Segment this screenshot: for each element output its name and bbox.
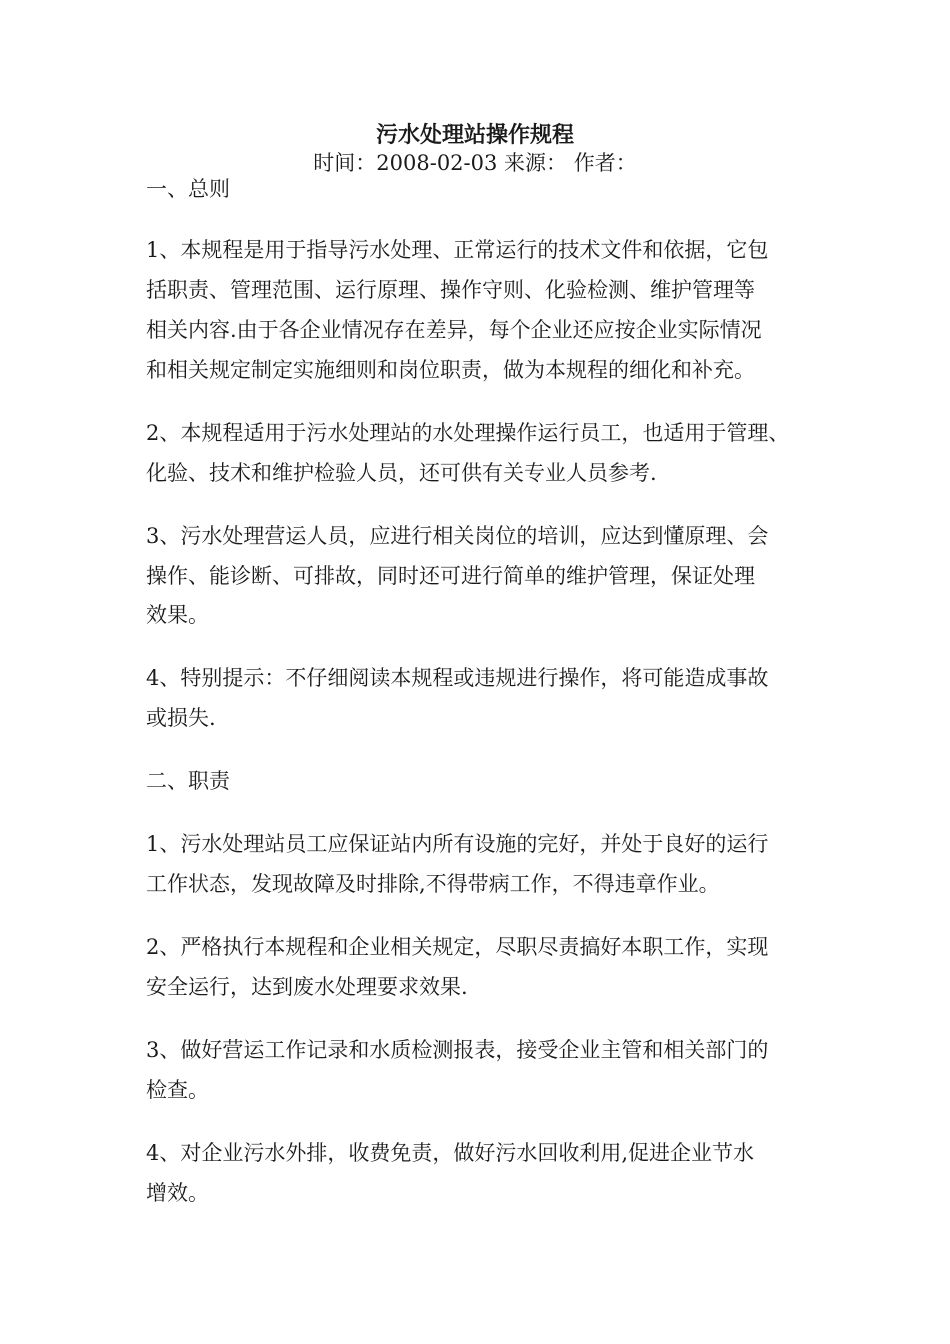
- paragraph-line: 2、本规程适用于污水处理站的水处理操作运行员工，也适用于管理、: [146, 421, 790, 445]
- paragraph-line: 或损失.: [146, 706, 216, 730]
- paragraph-line: 3、污水处理营运人员，应进行相关岗位的培训，应达到懂原理、会: [146, 524, 769, 548]
- paragraph-line: 1、污水处理站员工应保证站内所有设施的完好，并处于良好的运行: [146, 832, 769, 856]
- paragraph-line: 2、严格执行本规程和企业相关规定，尽职尽责搞好本职工作，实现: [146, 935, 769, 959]
- paragraph-line: 4、对企业污水外排，收费免责，做好污水回收利用,促进企业节水: [146, 1141, 755, 1165]
- section-heading-general: 一、总则: [146, 177, 230, 201]
- paragraph-line: 4、特别提示：不仔细阅读本规程或违规进行操作，将可能造成事故: [146, 666, 769, 690]
- paragraph-line: 增效。: [146, 1181, 209, 1205]
- section-heading-duties: 二、职责: [146, 769, 230, 793]
- paragraph-line: 化验、技术和维护检验人员，还可供有关专业人员参考.: [146, 461, 657, 485]
- paragraph-line: 相关内容.由于各企业情况存在差异，每个企业还应按企业实际情况: [146, 318, 762, 342]
- paragraph-line: 括职责、管理范围、运行原理、操作守则、化验检测、维护管理等: [146, 278, 755, 302]
- paragraph-line: 操作、能诊断、可排故，同时还可进行简单的维护管理，保证处理: [146, 564, 755, 588]
- paragraph-line: 效果。: [146, 603, 209, 627]
- paragraph-line: 工作状态，发现故障及时排除,不得带病工作，不得违章作业。: [146, 872, 720, 896]
- document-meta: 时间：2008-02-03 来源： 作者：: [313, 151, 637, 175]
- paragraph-line: 检查。: [146, 1078, 209, 1102]
- paragraph-line: 3、做好营运工作记录和水质检测报表，接受企业主管和相关部门的: [146, 1038, 769, 1062]
- paragraph-line: 1、本规程是用于指导污水处理、正常运行的技术文件和依据，它包: [146, 238, 769, 262]
- page-title: 污水处理站操作规程: [375, 122, 574, 148]
- paragraph-line: 安全运行，达到废水处理要求效果.: [146, 975, 468, 999]
- paragraph-line: 和相关规定制定实施细则和岗位职责，做为本规程的细化和补充。: [146, 358, 755, 382]
